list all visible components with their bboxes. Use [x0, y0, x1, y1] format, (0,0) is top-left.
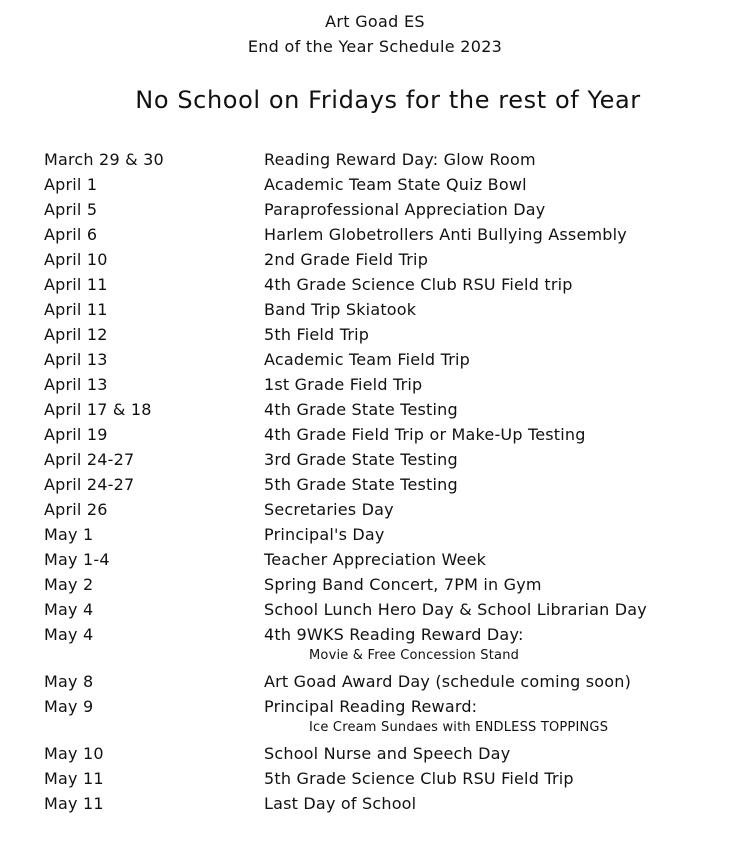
schedule-date: May 11: [44, 769, 104, 788]
schedule-date: April 5: [44, 200, 98, 219]
schedule-event: 4th Grade State Testing: [264, 400, 458, 419]
schedule-event: Spring Band Concert, 7PM in Gym: [264, 575, 542, 594]
schedule-row: [0, 447, 750, 472]
schedule-event: Academic Team Field Trip: [264, 350, 470, 369]
schedule-row: [0, 397, 750, 422]
schedule-row: [0, 472, 750, 497]
schedule-date: May 9: [44, 697, 94, 716]
schedule-row: [0, 622, 750, 669]
no-school-notice: No School on Fridays for the rest of Year: [135, 86, 641, 114]
schedule-date: April 19: [44, 425, 108, 444]
schedule-row: [0, 322, 750, 347]
schedule-row: [0, 597, 750, 622]
schedule-date: April 26: [44, 500, 108, 519]
schedule-row: [0, 694, 750, 741]
schedule-row: [0, 222, 750, 247]
schedule-row: [0, 547, 750, 572]
school-name: Art Goad ES: [325, 12, 425, 31]
schedule-row: [0, 147, 750, 172]
schedule-row: [0, 297, 750, 322]
schedule-date: April 11: [44, 275, 108, 294]
schedule-row: [0, 522, 750, 547]
schedule-row: [0, 669, 750, 694]
schedule-event: Last Day of School: [264, 794, 417, 813]
schedule-event: 5th Grade State Testing: [264, 475, 458, 494]
schedule-row: [0, 247, 750, 272]
schedule-event: Art Goad Award Day (schedule coming soon): [264, 672, 632, 691]
schedule-date: May 11: [44, 794, 104, 813]
schedule-event: 4th Grade Field Trip or Make-Up Testing: [264, 425, 586, 444]
schedule-date: May 4: [44, 600, 94, 619]
schedule-event: Harlem Globetrollers Anti Bullying Assembly: [264, 225, 627, 244]
schedule-event-detail: Ice Cream Sundaes with ENDLESS TOPPINGS: [309, 720, 609, 735]
schedule-list: [0, 147, 750, 816]
schedule-date: April 13: [44, 350, 108, 369]
schedule-event: 4th Grade Science Club RSU Field trip: [264, 275, 573, 294]
schedule-date: May 1: [44, 525, 94, 544]
schedule-date: May 4: [44, 625, 94, 644]
schedule-event: School Lunch Hero Day & School Librarian Day: [264, 600, 647, 619]
schedule-row: [0, 497, 750, 522]
schedule-date: April 24-27: [44, 475, 135, 494]
schedule-date: April 17 & 18: [44, 400, 152, 419]
schedule-row: [0, 347, 750, 372]
schedule-date: May 10: [44, 744, 104, 763]
schedule-event: Paraprofessional Appreciation Day: [264, 200, 546, 219]
schedule-event: Principal Reading Reward:: [264, 697, 478, 716]
schedule-row: [0, 197, 750, 222]
schedule-date: April 10: [44, 250, 108, 269]
schedule-event: Reading Reward Day: Glow Room: [264, 150, 536, 169]
schedule-row: [0, 272, 750, 297]
schedule-event: Teacher Appreciation Week: [264, 550, 487, 569]
schedule-event: 2nd Grade Field Trip: [264, 250, 429, 269]
schedule-date: May 1-4: [44, 550, 110, 569]
schedule-row: [0, 791, 750, 816]
schedule-event-detail: Movie & Free Concession Stand: [309, 648, 520, 663]
schedule-row: [0, 372, 750, 397]
schedule-date: April 1: [44, 175, 98, 194]
schedule-event: Academic Team State Quiz Bowl: [264, 175, 527, 194]
schedule-row: [0, 172, 750, 197]
schedule-event: 5th Field Trip: [264, 325, 370, 344]
schedule-row: [0, 741, 750, 766]
schedule-row: [0, 422, 750, 447]
schedule-row: [0, 766, 750, 791]
schedule-date: April 24-27: [44, 450, 135, 469]
schedule-date: May 8: [44, 672, 94, 691]
schedule-event: School Nurse and Speech Day: [264, 744, 511, 763]
schedule-event: 3rd Grade State Testing: [264, 450, 458, 469]
schedule-event: 4th 9WKS Reading Reward Day:: [264, 625, 524, 644]
schedule-event: Secretaries Day: [264, 500, 394, 519]
schedule-date: April 6: [44, 225, 98, 244]
schedule-date: May 2: [44, 575, 94, 594]
schedule-event: Principal's Day: [264, 525, 385, 544]
schedule-event: Band Trip Skiatook: [264, 300, 417, 319]
schedule-date: April 13: [44, 375, 108, 394]
schedule-date: April 12: [44, 325, 108, 344]
schedule-date: April 11: [44, 300, 108, 319]
schedule-row: [0, 572, 750, 597]
schedule-title: End of the Year Schedule 2023: [247, 37, 503, 56]
schedule-date: March 29 & 30: [44, 150, 164, 169]
schedule-event: 5th Grade Science Club RSU Field Trip: [264, 769, 574, 788]
schedule-event: 1st Grade Field Trip: [264, 375, 423, 394]
